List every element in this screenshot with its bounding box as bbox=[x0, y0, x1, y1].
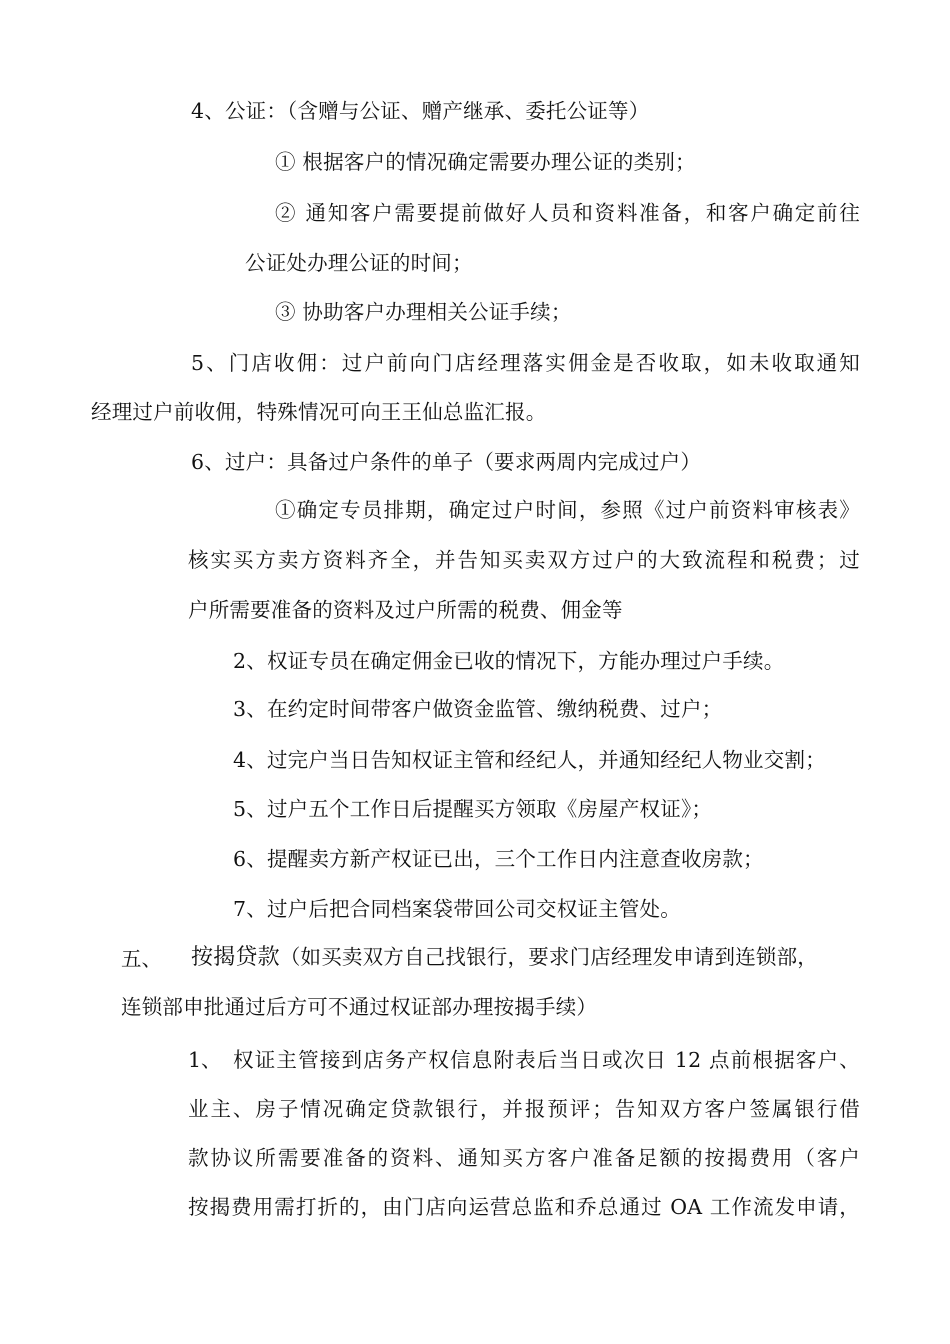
text-line: 公证处办理公证的时间； bbox=[245, 251, 473, 275]
section-number: 五、 bbox=[121, 947, 162, 971]
text-line: 经理过户前收佣，特殊情况可向王王仙总监汇报。 bbox=[91, 400, 547, 424]
text-line: 2、权证专员在确定佣金已收的情况下，方能办理过户手续。 bbox=[233, 649, 785, 673]
section-heading bbox=[191, 943, 818, 972]
text-line: ③ 协助客户办理相关公证手续； bbox=[275, 300, 572, 324]
text-line: 5、过户五个工作日后提醒买方领取《房屋产权证》； bbox=[233, 797, 713, 821]
text-line: 款协议所需要准备的资料、通知买方客户准备足额的按揭费用（客户 bbox=[188, 1146, 860, 1170]
text-line: 核实买方卖方资料齐全，并告知买卖双方过户的大致流程和税费；过 bbox=[188, 548, 860, 572]
text-line: ①确定专员排期，确定过户时间，参照《过户前资料审核表》 bbox=[275, 498, 860, 522]
text-line: ② 通知客户需要提前做好人员和资料准备，和客户确定前往 bbox=[275, 201, 860, 225]
text-line: 4、公证：（含赠与公证、赠产继承、委托公证等） bbox=[191, 99, 650, 123]
text-line: 3、在约定时间带客户做资金监管、缴纳税费、过户； bbox=[233, 697, 723, 721]
text-line: ① 根据客户的情况确定需要办理公证的类别； bbox=[275, 150, 696, 174]
text-line: 权证主管接到店务产权信息附表后当日或次日 12 点前根据客户、 bbox=[233, 1048, 860, 1072]
text-line: 4、过完户当日告知权证主管和经纪人，并通知经纪人物业交割； bbox=[233, 748, 826, 772]
text-line: 5、门店收佣：过户前向门店经理落实佣金是否收取，如未收取通知 bbox=[191, 351, 860, 375]
text-line: 6、提醒卖方新产权证已出，三个工作日内注意查收房款； bbox=[233, 847, 764, 871]
text-line: 业主、房子情况确定贷款银行，并报预评；告知双方客户签属银行借 bbox=[188, 1097, 860, 1121]
section-note: （如买卖双方自己找银行，要求门店经理发申请到连锁部， bbox=[279, 945, 819, 969]
text-line: 户所需要准备的资料及过户所需的税费、佣金等 bbox=[188, 598, 623, 622]
text-line: 7、过户后把合同档案袋带回公司交权证主管处。 bbox=[233, 897, 681, 921]
item-number: 1、 bbox=[188, 1048, 222, 1072]
text-line: 连锁部申批通过后方可不通过权证部办理按揭手续） bbox=[121, 995, 598, 1019]
text-line: 按揭费用需打折的，由门店向运营总监和乔总通过 OA 工作流发申请， bbox=[188, 1195, 860, 1219]
section-title: 按揭贷款 bbox=[191, 945, 280, 970]
text-line: 6、过户：具备过户条件的单子（要求两周内完成过户） bbox=[191, 450, 702, 474]
